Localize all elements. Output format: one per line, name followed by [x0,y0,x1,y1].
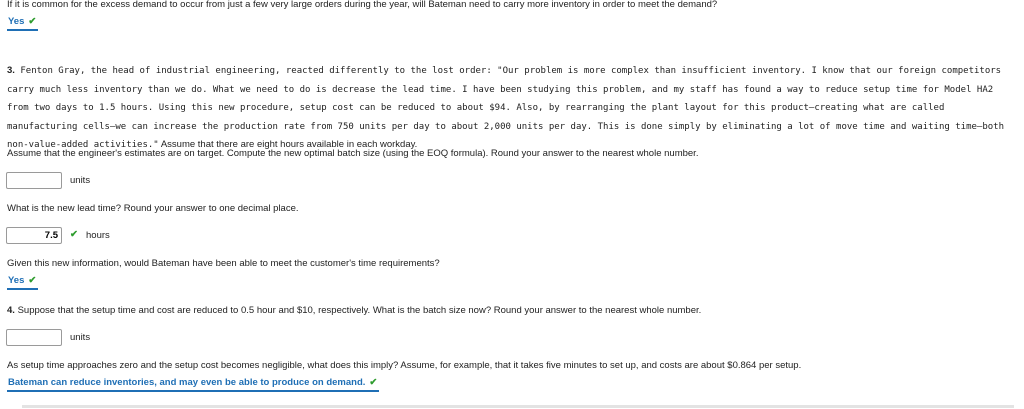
answer-text: Yes [8,275,25,286]
answer-excess-demand[interactable] [7,16,38,31]
question-3-number: 3. [7,65,15,76]
checkmark-icon: ✔ [28,16,37,27]
answer-setup-zero[interactable] [7,377,379,392]
question-customer-time: Given this new information, would Bateman have been able to meet the customer's time requirements? [7,258,440,269]
batch-size-unit: units [70,175,91,186]
checkmark-icon: ✔ [70,229,78,240]
batch-size-input[interactable] [6,172,62,189]
answer-text: Bateman can reduce inventories, and may even be able to produce on demand. [8,377,366,388]
question-4-number: 4. [7,305,15,316]
section-divider [22,405,1014,408]
question-4-text [7,305,701,316]
answer-customer-time[interactable] [7,275,38,290]
lead-time-input[interactable] [6,227,62,244]
checkmark-icon: ✔ [28,275,37,286]
question-setup-zero: As setup time approaches zero and the setup cost becomes negligible, what does this imply? Assume, for example, that it takes five minutes to set up, and costs are about $0.864 per setup. [7,360,802,371]
question-excess-demand: If it is common for the excess demand to occur from just a few very large orders during the year, will Bateman need to carry more inventory in order to meet the demand? [7,0,718,10]
answer-text: Yes [8,16,25,27]
checkmark-icon: ✔ [369,377,378,388]
question-lead-time: What is the new lead time? Round your answer to one decimal place. [7,203,299,214]
new-batch-size-unit: units [70,332,91,343]
lead-time-unit: hours [86,230,110,241]
question-3-body: Fenton Gray, the head of industrial engineering, reacted differently to the lost order: "Our problem is more complex than insufficient inventory. I know that our foreign competitors carry much less inventory than we do. What we need to do is decrease the lead time. I have been studying this problem, and my staff has found a way to reduce setup time for Model HA2 from two days to 1.5 hours. Using this new procedure, setup cost can be reduced to about $94. Also, by rearranging the plant layout for this product—creating what are called manufacturing cells—we can increase the production rate from 750 units per day to about 2,000 units per day. This is done simply by eliminating a lot of move time and waiting time—both non-value-added activities." [7,66,1004,150]
question-3-text [7,62,1019,155]
question-4-body: Suppose that the setup time and cost are reduced to 0.5 hour and $10, respectively. What is the batch size now? Round your answer to the nearest whole number. [14,305,702,316]
question-3-assume: Assume that the engineer's estimates are on target. Compute the new optimal batch size (using the EOQ formula). Round your answer to the nearest whole number. [7,148,699,159]
question-3-assumption: Assume that there are eight hours available in each workday. [158,139,418,150]
new-batch-size-input[interactable] [6,329,62,346]
